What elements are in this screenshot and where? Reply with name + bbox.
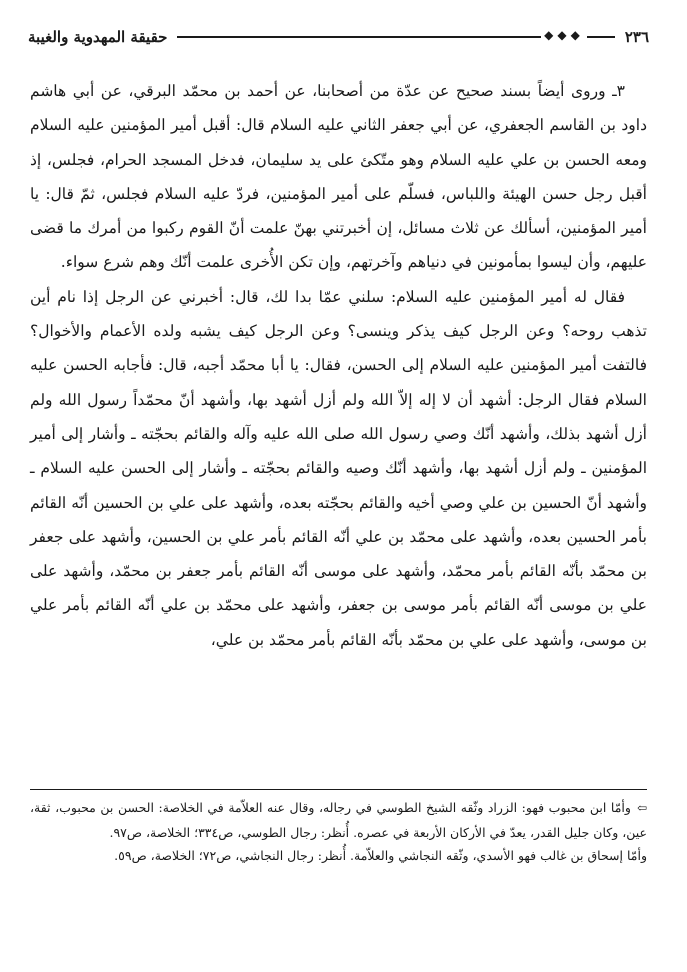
book-title: حقيقة المهدوية والغيبة xyxy=(28,28,168,46)
footnote-text: وأمّا ابن محبوب فهو: الزراد وثّقه الشيخ الطوسي في رجاله، وقال عنه العلاّمة في الخلاصة: الحسن بن محبوب، ثقة، عين، وكان جليل القدر، يعدّ في الأركان الأربعة في عصره. أُنظر: رجال الطوسي، ص٣٣٤؛ الخلاصة، ص٩٧. xyxy=(30,800,647,840)
page-number: ٢٣٦ xyxy=(624,28,649,46)
continuation-arrow-icon: ⇦ xyxy=(636,801,647,815)
paragraph: فقال له أمير المؤمنين عليه السلام: سلني عمّا بدا لك، قال: أخبرني عن الرجل إذا نام أين تذهب روحه؟ وعن الرجل كيف يذكر وينسى؟ وعن الرجل كيف يشبه ولده الأعمام والأخوال؟ فالتفت أمير المؤمنين عليه السلام إلى الحسن، فقال: يا أبا محمّد أجبه، قال: فأجابه الحسن عليه السلام فقال الرجل: أشهد أن لا إله إلاّ الله ولم أزل أشهد بها، وأشهد أنّ محمّداً رسول الله ولم أزل أشهد بذلك، وأشهد أنّك وصي رسول الله صلى الله عليه وآله والقائم بحجّته ـ وأشار إلى أمير المؤمنين ـ ولم أزل أشهد بها، وأشهد أنّك وصيه والقائم بحجّته ـ وأشار إلى الحسن عليه السلام ـ وأشهد أنّ الحسين بن علي وصي أخيه والقائم بحجّته بعده، وأشهد على علي بن الحسين أنّه القائم بأمر الحسين بعده، وأشهد على محمّد بن علي أنّه القائم بأمر علي بن الحسين، وأشهد على جعفر بن محمّد بأنّه القائم بأمر محمّد، وأشهد على موسى أنّه القائم بأمر جعفر بن محمّد، وأشهد على علي بن موسى أنّه القائم بأمر موسى بن جعفر، وأشهد على محمّد بن علي أنّه القائم بأمر علي بن موسى، وأشهد على علي بن محمّد بأنّه القائم بأمر محمّد بن علي، xyxy=(30,287,647,649)
diamond-ornament-icon: ◆◆◆ xyxy=(541,28,587,42)
footnotes xyxy=(30,796,647,868)
header-rule xyxy=(177,28,614,43)
main-text xyxy=(30,74,647,657)
paragraph: ٣ـ وروى أيضاً بسند صحيح عن عدّة من أصحابنا، عن أحمد بن محمّد البرقي، عن أبي هاشم داود بن القاسم الجعفري، عن أبي جعفر الثاني عليه السلام قال: أقبل أمير المؤمنين عليه السلام ومعه الحسن بن علي عليه السلام وهو متّكئ على يد سليمان، فدخل المسجد الحرام، فجلس، إذ أقبل رجل حسن الهيئة واللباس، فسلّم على أمير المؤمنين، فردّ عليه السلام فجلس، ثمّ قال: يا أمير المؤمنين، أسألك عن ثلاث مسائل، إن أخبرتني بهنّ علمت أنّ القوم ركبوا من أمرك ما قضى عليهم، وأن ليسوا بمأمونين في دنياهم وآخرتهم، وإن تكن الأُخرى علمت أنّك وهم شرع سواء. xyxy=(30,82,647,272)
footnote-text: وأمّا إسحاق بن غالب فهو الأسدي، وثّقه النجاشي والعلاّمة. أُنظر: رجال النجاشي، ص٧٢؛ الخلاصة، ص٥٩. xyxy=(114,848,647,863)
footnote xyxy=(30,844,647,868)
page-header xyxy=(28,22,649,52)
footnote-divider xyxy=(30,789,647,790)
footnote xyxy=(30,796,647,844)
